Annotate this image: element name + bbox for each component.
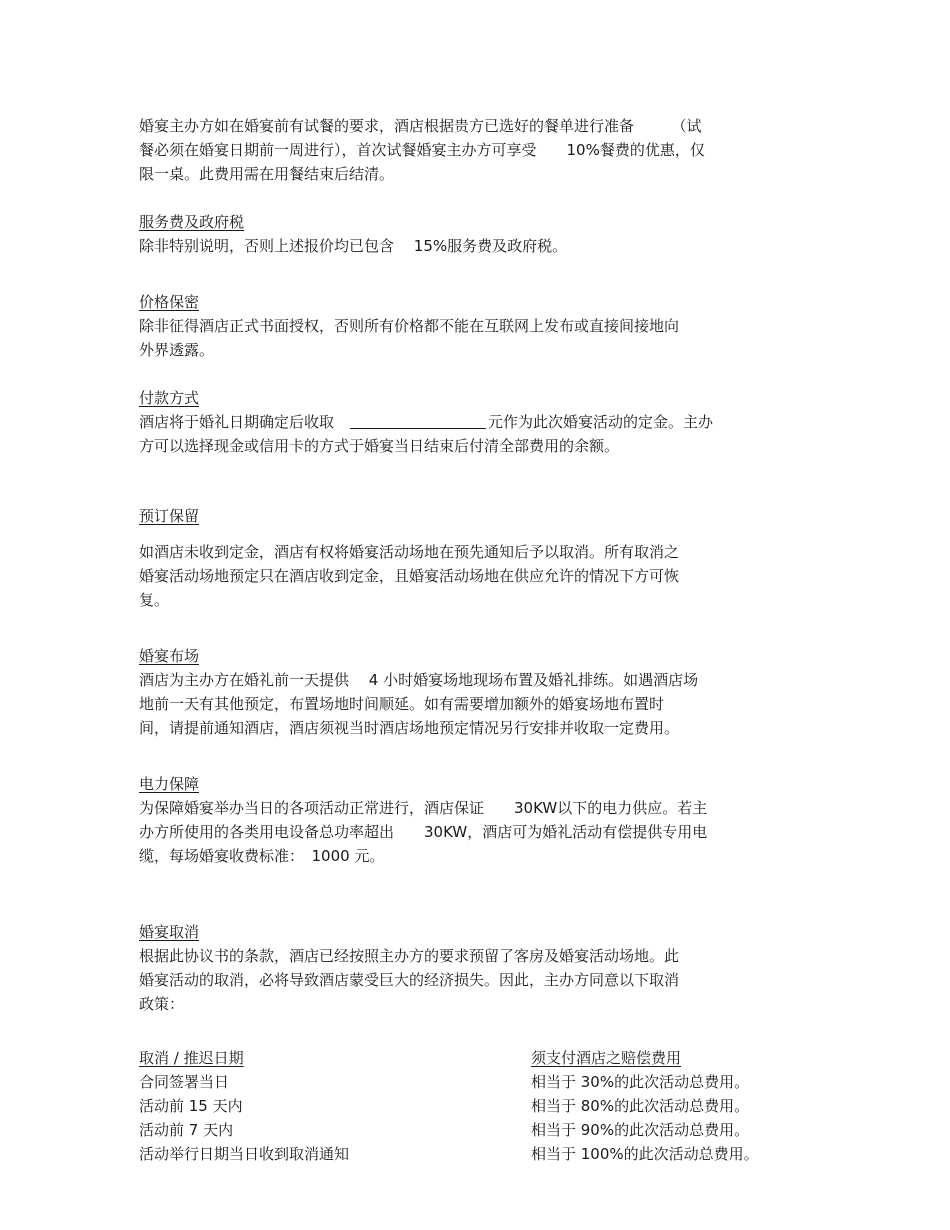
cell-fee: 相当于 80%的此次活动总费用。 xyxy=(531,1097,750,1115)
paragraph-line: 外界透露。 xyxy=(139,341,215,359)
paragraph-line: 地前一天有其他预定，布置场地时间顺延。如有需要增加额外的婚宴场地布置时 xyxy=(139,695,665,713)
paragraph-line: 为保障婚宴举办当日的各项活动正常进行，酒店保证 30KW以下的电力供应。若主 xyxy=(139,799,708,817)
section-title: 价格保密 xyxy=(139,293,200,311)
cell-date: 活动前 7 天内 xyxy=(139,1121,234,1139)
section-title: 婚宴取消 xyxy=(139,923,200,941)
payment-text-pre: 酒店将于婚礼日期确定后收取 xyxy=(139,413,335,431)
section-title: 电力保障 xyxy=(139,775,200,793)
reservation-section xyxy=(139,504,804,612)
paragraph-line xyxy=(139,410,804,434)
cell-fee: 相当于 90%的此次活动总费用。 xyxy=(531,1121,750,1139)
cell-fee: 相当于 100%的此次活动总费用。 xyxy=(531,1145,759,1163)
deposit-amount-blank xyxy=(350,412,486,429)
cell-date: 活动前 15 天内 xyxy=(139,1097,243,1115)
table-row xyxy=(139,1070,804,1094)
payment-section xyxy=(139,386,804,458)
paragraph-line: 政策： xyxy=(139,995,185,1013)
paragraph-line: 办方所使用的各类用电设备总功率超出 30KW，酒店可为婚礼活动有偿提供专用电 xyxy=(139,823,708,841)
paragraph-line: 婚宴活动场地预定只在酒店收到定金，且婚宴活动场地在供应允许的情况下方可恢 xyxy=(139,567,680,585)
paragraph-line: 除非征得酒店正式书面授权，否则所有价格都不能在互联网上发布或直接间接地向 xyxy=(139,317,680,335)
paragraph-line: 酒店为主办方在婚礼前一天提供 4 小时婚宴场地现场布置及婚礼排练。如遇酒店场 xyxy=(139,671,699,689)
section-title: 预订保留 xyxy=(139,507,200,525)
paragraph-line: 方可以选择现金或信用卡的方式于婚宴当日结束后付清全部费用的余额。 xyxy=(139,437,620,455)
paragraph-line: 间，请提前通知酒店，酒店须视当时酒店场地预定情况另行安排并收取一定费用。 xyxy=(139,719,680,737)
cell-fee: 相当于 30%的此次活动总费用。 xyxy=(531,1073,750,1091)
payment-text-post: 元作为此次婚宴活动的定金。主办 xyxy=(488,413,714,431)
table-row xyxy=(139,1094,804,1118)
paragraph-line: 缆，每场婚宴收费标准： 1000 元。 xyxy=(139,847,385,865)
section-title: 付款方式 xyxy=(139,389,200,407)
cell-date: 合同签署当日 xyxy=(139,1073,230,1091)
document-page xyxy=(139,114,804,1166)
paragraph-line: 除非特别说明，否则上述报价均已包含 15%服务费及政府税。 xyxy=(139,237,568,255)
table-row xyxy=(139,1142,804,1166)
cancellation-section xyxy=(139,920,804,1166)
section-title: 服务费及政府税 xyxy=(139,213,245,231)
paragraph-line: 餐必须在婚宴日期前一周进行），首次试餐婚宴主办方可享受 10%餐费的优惠，仅 xyxy=(139,141,705,159)
table-row xyxy=(139,1118,804,1142)
cell-date: 活动举行日期当日收到取消通知 xyxy=(139,1145,350,1163)
tasting-section xyxy=(139,114,804,186)
table-header-row xyxy=(139,1046,804,1070)
service-fee-section xyxy=(139,210,804,258)
paragraph-line: 复。 xyxy=(139,591,170,609)
power-section xyxy=(139,772,804,868)
col-header-date: 取消 / 推迟日期 xyxy=(139,1049,244,1067)
cancellation-table xyxy=(139,1046,804,1166)
setup-section xyxy=(139,644,804,740)
col-header-fee: 须支付酒店之赔偿费用 xyxy=(531,1049,682,1067)
paragraph-line: 限一桌。此费用需在用餐结束后结清。 xyxy=(139,165,395,183)
confidential-section xyxy=(139,290,804,362)
section-title: 婚宴布场 xyxy=(139,647,200,665)
paragraph-line: 如酒店未收到定金，酒店有权将婚宴活动场地在预先通知后予以取消。所有取消之 xyxy=(139,543,680,561)
paragraph-line: 根据此协议书的条款，酒店已经按照主办方的要求预留了客房及婚宴活动场地。此 xyxy=(139,947,680,965)
paragraph-line: 婚宴主办方如在婚宴前有试餐的要求，酒店根据贵方已选好的餐单进行准备 （试 xyxy=(139,117,702,135)
paragraph-line: 婚宴活动的取消，必将导致酒店蒙受巨大的经济损失。因此，主办方同意以下取消 xyxy=(139,971,680,989)
